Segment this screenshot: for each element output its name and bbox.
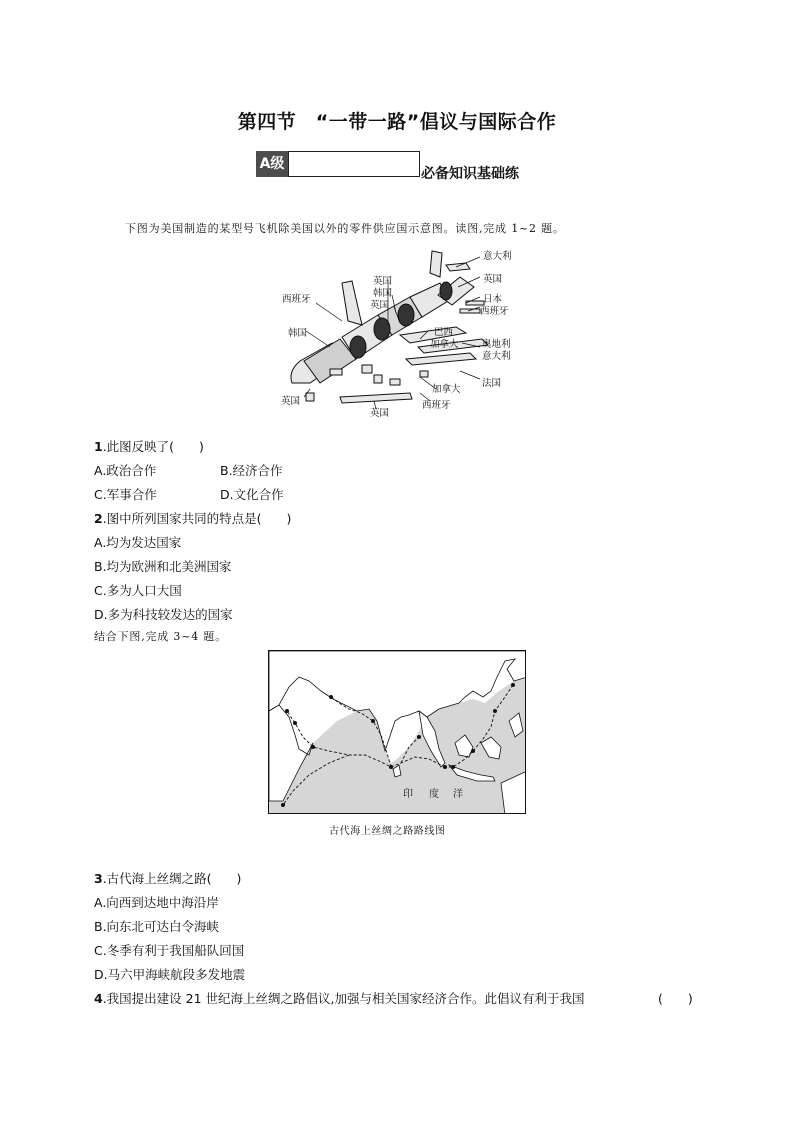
- q1-option-b[interactable]: B.经济合作: [220, 463, 283, 478]
- ocean-label-char-3: 洋: [453, 789, 463, 800]
- q3-option-c[interactable]: C.冬季有利于我国船队回国: [94, 943, 245, 958]
- question-number: 4: [94, 991, 103, 1006]
- label-brazil: 巴西: [434, 327, 454, 338]
- question-stem: .我国提出建设 21 世纪海上丝绸之路倡议,加强与相关国家经济合作。此倡议有利于我国: [102, 991, 585, 1006]
- label-italy-1: 意大利: [483, 251, 512, 262]
- label-france: 法国: [482, 378, 502, 389]
- q1-option-a[interactable]: A.政治合作: [94, 463, 157, 478]
- q3-option-b[interactable]: B.向东北可达白令海峡: [94, 919, 220, 934]
- page-title: 第四节 “一带一路”倡议与国际合作: [237, 111, 557, 133]
- q3-option-d[interactable]: D.马六甲海峡航段多发地震: [94, 967, 246, 982]
- q2-option-c[interactable]: C.多为人口大国: [94, 583, 182, 598]
- map-drawing: [269, 651, 526, 814]
- question-stem: .此图反映了( ): [102, 439, 204, 454]
- label-uk-5: 英国: [370, 408, 390, 419]
- question-3: [94, 869, 241, 887]
- intro-text-2: 结合下图,完成 3~4 题。: [94, 630, 227, 643]
- level-blank-box: [288, 151, 420, 177]
- q2-option-b[interactable]: B.均为欧洲和北美洲国家: [94, 559, 232, 574]
- label-spain-3: 西班牙: [422, 400, 451, 411]
- question-number: 3: [94, 871, 103, 886]
- q1-option-c[interactable]: C.军事合作: [94, 487, 157, 502]
- label-korea-2: 韩国: [288, 328, 308, 339]
- plane-drawing: [270, 243, 530, 423]
- label-canada-2: 加拿大: [432, 384, 461, 395]
- q3-option-a[interactable]: A.向西到达地中海沿岸: [94, 895, 219, 910]
- ocean-label-char-2: 度: [429, 789, 439, 800]
- level-label: 必备知识基础练: [421, 166, 519, 182]
- map-caption: 古代海上丝绸之路路线图: [329, 826, 446, 837]
- question-stem: .图中所列国家共同的特点是( ): [102, 511, 292, 526]
- label-uk-2: 英国: [373, 276, 393, 287]
- question-number: 2: [94, 511, 103, 526]
- label-canada-1: 加拿大: [430, 339, 459, 350]
- q2-option-d[interactable]: D.多为科技较发达的国家: [94, 607, 233, 622]
- label-austria: 奥地利: [482, 339, 511, 350]
- q4-answer-blank[interactable]: ( ): [658, 991, 693, 1006]
- label-spain-2: 西班牙: [282, 294, 311, 305]
- label-uk-3: 英国: [370, 300, 390, 311]
- intro-text-1: 下图为美国制造的某型号飞机除美国以外的零件供应国示意图。读图,完成 1~2 题。: [125, 222, 565, 235]
- level-badge: A级: [256, 151, 288, 177]
- silk-road-map: [268, 650, 526, 814]
- label-italy-2: 意大利: [482, 351, 511, 362]
- question-stem: .古代海上丝绸之路( ): [102, 871, 242, 886]
- label-korea-1: 韩国: [373, 288, 393, 299]
- question-1: [94, 437, 204, 455]
- label-japan: 日本: [483, 294, 503, 305]
- question-4: [94, 989, 585, 1007]
- label-uk-4: 英国: [281, 396, 301, 407]
- ocean-label-char-1: 印: [403, 789, 413, 800]
- question-2: [94, 509, 291, 527]
- q1-option-d[interactable]: D.文化合作: [220, 487, 284, 502]
- question-number: 1: [94, 439, 103, 454]
- label-uk-1: 英国: [483, 274, 503, 285]
- plane-parts-figure: [270, 243, 530, 423]
- label-spain-1: 西班牙: [480, 306, 509, 317]
- q2-option-a[interactable]: A.均为发达国家: [94, 535, 182, 550]
